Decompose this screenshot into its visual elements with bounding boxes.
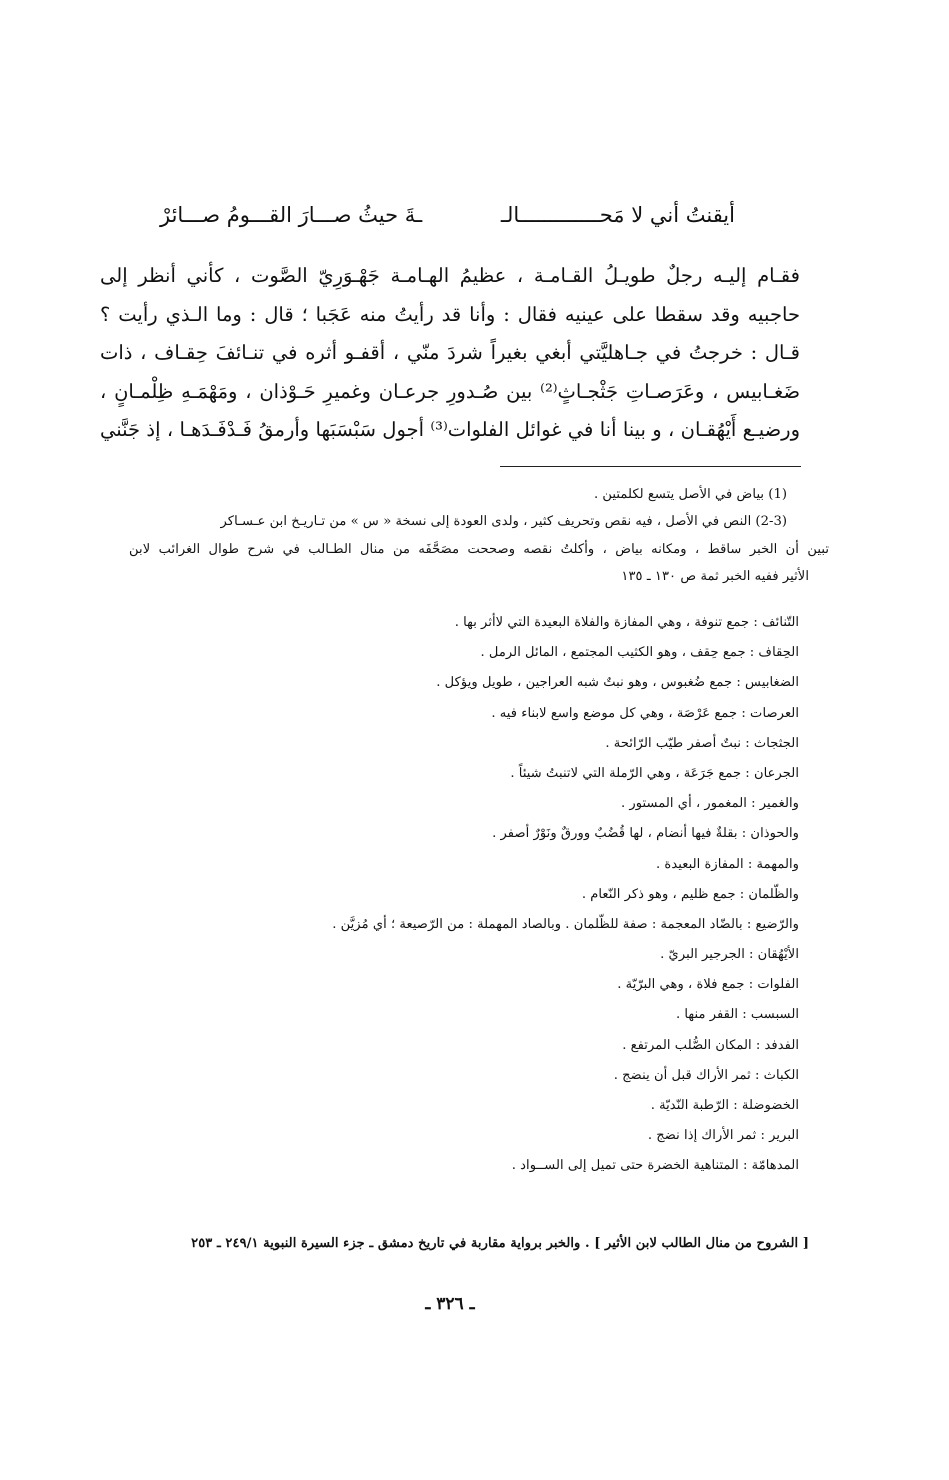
- body-line: فقـام إليـه رجلٌ طويـلُ القـامـة ، عظيمُ الهـامـة جَهْـوَرِيّ الصَّوت ، كأني أنظر إلى: [100, 264, 800, 287]
- gloss-entry: الجثجاث : نبتٌ أصفر طيّب الرّائحة .: [605, 735, 799, 751]
- body-line: ضَغـابيس ، وعَرَصـاتِ جَثْجـاثٍ⁽²⁾ بين صُـدورِ جرعـان وغميرِ حَـوْذان ، ومَهْمَـهِ ظِلْمـانٍ ،: [100, 379, 800, 403]
- body-paragraph: [100, 257, 800, 450]
- gloss-entry: البرير : ثمر الأراك إذا نضج .: [647, 1128, 799, 1144]
- gloss-entry: المدهامّة : المتناهية الخضرة حتى تميل إلى الســواد .: [511, 1158, 799, 1174]
- gloss-entry: السبسب : القفر منها .: [676, 1007, 799, 1023]
- gloss-entry: والحوذان : بقلةٌ فيها أنضام ، لها قُضُبٌ وورقٌ ونَوْرٌ أصفر .: [492, 826, 799, 842]
- verse-line: [160, 195, 735, 235]
- body-line: ورضيـع أَيْهُقـان ، و بينا أنا في غوائل الفلوات⁽³⁾ أجول سَبْسَبَها وأرمقُ فَـدْفَـدَهـا ، إذ جَنَّني: [100, 418, 800, 441]
- footnote: (1) بياض في الأصل يتسع لكلمتين .: [593, 487, 787, 502]
- gloss-entry: الكباث : ثمر الأراك قبل أن ينضج .: [613, 1067, 799, 1083]
- gloss-entry: الحِقاف : جمع حِقف ، وهو الكثيب المجتمع ، المائل الرمل .: [480, 645, 799, 661]
- footnote: تبين أن الخبر ساقط ، ومكانه بياض ، وأكلتُ نقصه وصححت مصَحَّفَه من منال الطـالب في شرح طوال الغرائب لابن: [129, 541, 829, 557]
- gloss-entry: الفلوات : جمع فلاة ، وهي البرّيّة .: [617, 977, 799, 993]
- gloss-entry: والمهمة : المفازة البعيدة .: [656, 856, 799, 872]
- gloss-entry: التّنائف : جمع تنوفة ، وهي المفازة والفلاة البعيدة التي لاأثر بها .: [454, 615, 799, 630]
- footnote-separator: [500, 466, 801, 467]
- glossary: [199, 608, 799, 1182]
- footnote: (2-3) النص في الأصل ، فيه نقص وتحريف كثير ، ولدى العودة إلى نسخة « س » من تـاريـخ ابن عـسـاكر: [220, 514, 787, 530]
- source-note: [ الشروح من منال الطالب لابن الأثير ] . والخبر برواية مقاربة في تاريخ دمشق ـ جزء السيرة النبوية ٢٤٩/١ ـ ٢٥٣: [191, 1236, 809, 1251]
- footnote: الأثير ففيه الخبر ثمة ص ١٣٠ ـ ١٣٥: [621, 569, 809, 585]
- verse-second-hemistich: ـةَ حيثُ صـــارَ القـــومُ صـــائرْ: [160, 203, 423, 227]
- page-number: ـ ٣٢٦ ـ: [425, 1294, 475, 1314]
- body-line: حاجبيه وقد سقطا على عينيه فقال : وأنا قد رأيتُ منه عَجَبا ؛ قال : وما الـذي رأيت ؟: [100, 302, 800, 326]
- footnotes: [109, 481, 829, 591]
- gloss-entry: والغمير : المغمور ، أي المستور .: [620, 796, 799, 812]
- gloss-entry: الضغابيس : جمع ضُغبوس ، وهو نبتٌ شبه العراجين ، طويل ويؤكل .: [436, 675, 799, 691]
- gloss-entry: الجرعان : جمع جَرَعَة ، وهي الرّملة التي لاتنبتُ شيئاً .: [510, 765, 799, 781]
- gloss-entry: الفدفد : المكان الصُّلب المرتفع .: [622, 1037, 799, 1053]
- verse-first-hemistich: أيقنتُ أني لا مَحـــــــــــــالـ: [500, 203, 735, 227]
- gloss-entry: والرّضيع : بالضّاد المعجمة : صفة للظّلمان . وبالصاد المهملة : من الرّصيعة ؛ أي مُزيَّن .: [332, 916, 799, 932]
- gloss-entry: والظّلمان : جمع ظليم ، وهو ذكر النّعام .: [581, 886, 799, 902]
- body-line: قـال : خرجتُ في جـاهليَّتي أبغي بغيراً شردَ منّي ، أقفـو أثره في تنـائفَ حِقـاف ، ذات: [100, 341, 800, 364]
- gloss-entry: الخضوضلة : الرّطبة النّديّة .: [650, 1098, 799, 1113]
- gloss-entry: العرصات : جمع عَرْصَة ، وهي كل موضع واسع لابناء فيه .: [491, 705, 799, 721]
- gloss-entry: الأيْهُقان : الجرجير البريّ .: [660, 947, 799, 963]
